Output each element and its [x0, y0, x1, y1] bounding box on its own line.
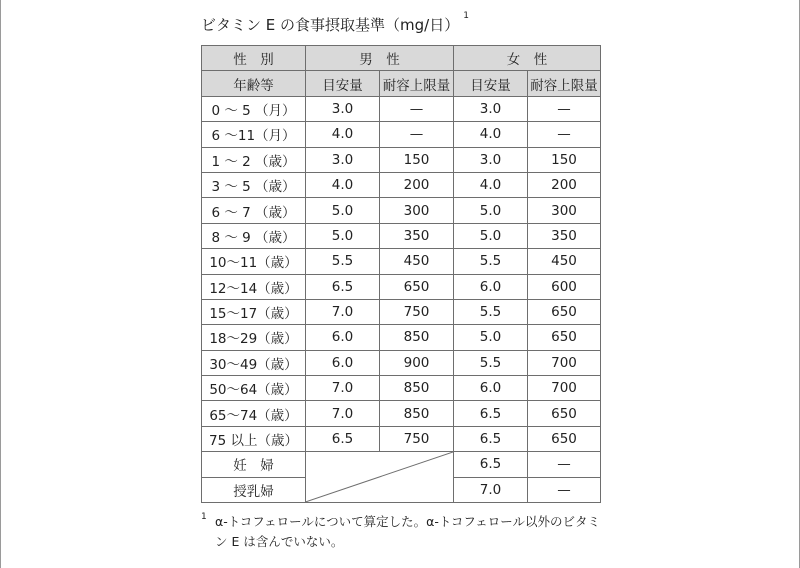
age-cell: 65～74（歳） — [202, 401, 306, 426]
male-adequate-cell: 6.5 — [306, 274, 380, 299]
male-upper-cell: 300 — [380, 198, 454, 223]
table-row — [202, 96, 601, 121]
female-upper-cell: 700 — [528, 350, 601, 375]
male-upper-cell: 450 — [380, 249, 454, 274]
male-adequate-cell: 7.0 — [306, 299, 380, 324]
female-upper-cell: 450 — [528, 249, 601, 274]
footnote — [201, 512, 611, 552]
age-cell: 12～14（歳） — [202, 274, 306, 299]
female-upper-cell: — — [528, 96, 601, 121]
male-adequate-cell: 5.0 — [306, 198, 380, 223]
male-adequate-cell: 6.0 — [306, 350, 380, 375]
age-cell: 18～29（歳） — [202, 325, 306, 350]
female-adequate-cell: 5.0 — [454, 223, 528, 248]
pregnant-label: 妊 婦 — [202, 452, 306, 477]
footnote-text: α-トコフェロールについて算定した。α-トコフェロール以外のビタミン E は含んでいない。 — [215, 514, 601, 549]
lactating-female-adequate: 7.0 — [454, 477, 528, 502]
male-adequate-cell: 6.5 — [306, 426, 380, 451]
male-upper-cell: 350 — [380, 223, 454, 248]
male-adequate-cell: 6.0 — [306, 325, 380, 350]
male-adequate-cell: 4.0 — [306, 122, 380, 147]
age-cell: 6 ～ 7 （歳） — [202, 198, 306, 223]
diagonal-line — [306, 452, 453, 502]
table-row — [202, 198, 601, 223]
female-adequate-cell: 4.0 — [454, 122, 528, 147]
male-upper-cell: 750 — [380, 426, 454, 451]
footnote-mark: 1 — [201, 512, 207, 522]
page-border-left — [0, 0, 1, 568]
table-row — [202, 299, 601, 324]
pregnant-female-adequate: 6.5 — [454, 452, 528, 477]
female-adequate-cell: 6.5 — [454, 426, 528, 451]
male-upper-cell: 900 — [380, 350, 454, 375]
female-adequate-cell: 3.0 — [454, 96, 528, 121]
title-footnote-mark: 1 — [463, 11, 469, 21]
pregnant-female-upper: — — [528, 452, 601, 477]
female-adequate-cell: 5.5 — [454, 249, 528, 274]
table-row — [202, 350, 601, 375]
female-upper-cell: 150 — [528, 147, 601, 172]
table-row — [202, 172, 601, 197]
not-applicable-cell — [306, 452, 454, 503]
male-adequate-header: 目安量 — [306, 71, 380, 96]
male-upper-cell: 850 — [380, 376, 454, 401]
female-adequate-cell: 6.5 — [454, 401, 528, 426]
sex-header: 性 別 — [202, 46, 306, 71]
table-row — [202, 401, 601, 426]
age-cell: 15～17（歳） — [202, 299, 306, 324]
female-adequate-cell: 5.5 — [454, 299, 528, 324]
female-adequate-header: 目安量 — [454, 71, 528, 96]
female-upper-cell: 200 — [528, 172, 601, 197]
table-row — [202, 147, 601, 172]
male-upper-cell: 750 — [380, 299, 454, 324]
lactating-female-upper: — — [528, 477, 601, 502]
table-row — [202, 122, 601, 147]
female-upper-cell: 350 — [528, 223, 601, 248]
female-adequate-cell: 5.5 — [454, 350, 528, 375]
table-title — [201, 11, 469, 35]
age-cell: 30～49（歳） — [202, 350, 306, 375]
male-upper-cell: — — [380, 96, 454, 121]
male-adequate-cell: 7.0 — [306, 376, 380, 401]
age-header: 年齢等 — [202, 71, 306, 96]
female-upper-cell: 650 — [528, 426, 601, 451]
female-adequate-cell: 6.0 — [454, 376, 528, 401]
female-adequate-cell: 4.0 — [454, 172, 528, 197]
male-upper-cell: 150 — [380, 147, 454, 172]
female-adequate-cell: 3.0 — [454, 147, 528, 172]
female-upper-cell: 650 — [528, 325, 601, 350]
male-upper-header: 耐容上限量 — [380, 71, 454, 96]
male-upper-cell: 850 — [380, 401, 454, 426]
female-header: 女 性 — [454, 46, 601, 71]
table-row — [202, 426, 601, 451]
header-row-metric — [202, 71, 601, 96]
pregnant-row — [202, 452, 601, 477]
male-upper-cell: — — [380, 122, 454, 147]
vitamin-e-table — [201, 45, 601, 503]
table-title-text: ビタミン E の食事摂取基準（mg/日） — [201, 16, 460, 34]
male-adequate-cell: 3.0 — [306, 147, 380, 172]
age-cell: 0 ～ 5 （月） — [202, 96, 306, 121]
male-adequate-cell: 4.0 — [306, 172, 380, 197]
table-row — [202, 249, 601, 274]
male-adequate-cell: 7.0 — [306, 401, 380, 426]
table-row — [202, 274, 601, 299]
female-adequate-cell: 5.0 — [454, 198, 528, 223]
male-header: 男 性 — [306, 46, 454, 71]
table-row — [202, 376, 601, 401]
male-upper-cell: 850 — [380, 325, 454, 350]
age-cell: 75 以上（歳） — [202, 426, 306, 451]
female-upper-cell: 700 — [528, 376, 601, 401]
male-adequate-cell: 5.0 — [306, 223, 380, 248]
table-row — [202, 223, 601, 248]
female-upper-header: 耐容上限量 — [528, 71, 601, 96]
age-cell: 1 ～ 2 （歳） — [202, 147, 306, 172]
table-row — [202, 325, 601, 350]
female-upper-cell: 300 — [528, 198, 601, 223]
age-cell: 6 ～11（月） — [202, 122, 306, 147]
male-upper-cell: 200 — [380, 172, 454, 197]
female-upper-cell: 650 — [528, 401, 601, 426]
age-cell: 50～64（歳） — [202, 376, 306, 401]
male-adequate-cell: 3.0 — [306, 96, 380, 121]
header-row-sex — [202, 46, 601, 71]
lactating-label: 授乳婦 — [202, 477, 306, 502]
female-upper-cell: 650 — [528, 299, 601, 324]
male-adequate-cell: 5.5 — [306, 249, 380, 274]
age-cell: 10～11（歳） — [202, 249, 306, 274]
male-upper-cell: 650 — [380, 274, 454, 299]
age-cell: 3 ～ 5 （歳） — [202, 172, 306, 197]
female-adequate-cell: 6.0 — [454, 274, 528, 299]
female-upper-cell: — — [528, 122, 601, 147]
age-cell: 8 ～ 9 （歳） — [202, 223, 306, 248]
female-upper-cell: 600 — [528, 274, 601, 299]
female-adequate-cell: 5.0 — [454, 325, 528, 350]
